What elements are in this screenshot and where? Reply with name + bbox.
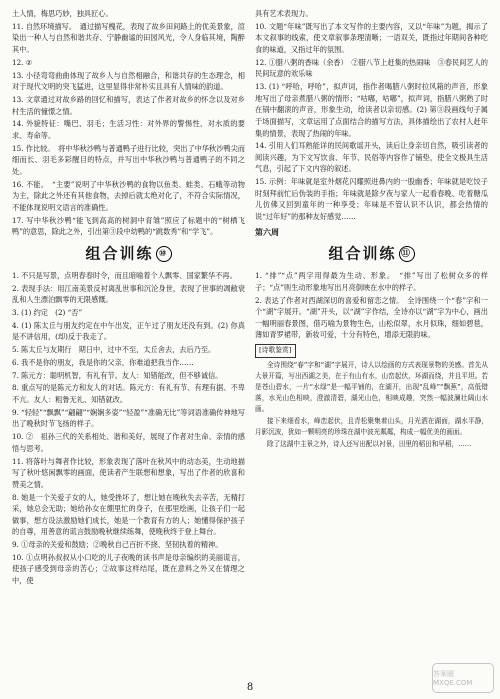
- answer-line: 9. “轻轻”“飘飘”“翩翩”“娴娴多姿”“轻盈”“准确无比”等词语准确传神地写出了晚秋时节飞扬的样子。: [12, 407, 245, 429]
- right-column: [255, 8, 488, 688]
- section-heading-10: [12, 246, 245, 262]
- answer-line: 12. ②: [12, 57, 33, 67]
- answer-line: 14. 引用人们耳熟能详的民间歌谣开头，读后让身亲切自然，吸引读者的阅读兴趣，为下文写饮食、年节、民俗等内容作了铺垫，使全文极具生活气息，引起了下文内容的叙述。: [255, 141, 488, 174]
- answer-line: 15. 作比较。 将中华秋沙鸭与普通鸭子进行比较，突出了中华秋沙鸭尖而细而长、羽毛多彩醒目的特点，并写出中华秋沙鸭与普通鸭子的不同之处。: [12, 143, 245, 176]
- poem-appreciation-tag: [诗歌鉴赏]: [255, 344, 296, 358]
- answer-line: 10. 文题“年味”既写出了本文写作的主要内容，又以“年味”为题，揭示了本文叙事的线索，使文章叙事条理清晰；一语双关，既指过年期间各种吃食的味道，又指过年的氛围。: [255, 21, 488, 54]
- answer-line: 13. (1) “呼哈，呼哈”，拟声词，指作者喝腊八粥时拉风箱的声音，形象地写出了母亲煮腊八粥的情形；“咕嘟，咕嘟”，拟声词，指腊八粥熟了时在锅中翻滚的声音，形象生动，给读者以亲切感。(2) 第③段画线句子属于场面描写，文章运用了点面结合的描写方法，具体描绘出了农村人赶年集的情景，表现了热闹的年味。: [255, 82, 488, 138]
- answer-line: 10. ② 祖孙三代的关系相处、谐和美好，展现了作者对生命、亲情的感悟与思考。: [12, 432, 245, 453]
- section-title: 组合训练: [328, 244, 397, 263]
- section-title: 组合训练: [85, 244, 154, 263]
- answer-line: 4. (1) 陈太丘与朋友约定在中午出发，正午过了朋友还没有到。(2) 你真是不讲信用，(却)反于我走了。: [12, 320, 245, 342]
- answer-line: 11. 自然环境描写。 通过描写槐花，表现了故乡田间路上的优美景象，渲染出一种人与自然和谐共存、宁静幽谧的田园风光，令人身临其境，陶醉其中。: [12, 21, 245, 54]
- answer-line: 10. ①点明孙叔叔从小口吃的儿子夜晚的读书声是母亲编织的美丽谎言，使孩子感受到母亲的苦心；②故事这样结尾，既在意料之外又在情理之中，使: [12, 552, 245, 586]
- week-heading: 第六周: [255, 227, 279, 237]
- answer-line: 3. (1) 约定 (2) “否”: [12, 307, 83, 317]
- page-number: 8: [246, 682, 254, 693]
- answer-line: 12. ①腊八粥的香味（余香） ②腊八节上赶集的热闹味 ③春民间艺人的民间玩意的欢乐味: [255, 57, 488, 79]
- answer-line: 2. 表达了作者对西湖深切的喜爱和留恋之情。 全诗围绕一个“春”字和一个“湖”字展开。“湖”开头，以“湖”字作结，全诗亦以“湖”字为中心，画出一幅明丽春景图，借巧喻为景物生色，山松似翠，水月似珠，细如碧毯，薄如青罗裙带，新妆可爱，十分有特色，增添无限韵味。: [255, 295, 488, 340]
- answer-line: 8. 重点写的是陈元方和友人的对话。陈元方：有礼有节、有理有据、不卑不亢。友人：粗鲁无礼、知错就改。: [12, 383, 245, 405]
- answer-line: 13. 小径弯弯曲曲体现了故乡人与自然相融合，和谐共存的生态理念，相对于现代文明的突飞猛进，这里显得非常朴实且具有人情味的韵道。: [12, 70, 245, 92]
- answer-line: 15. 示例：年味就是室外烟花闪耀照进鼻内的一股幽香；年味就是吃饺子时刻拜前忙后伪装的手指；年味就是除夕夜与家人一起看春晚、吃着糖瓜儿仿佛又回到童年的一种享受；年味是不管认识不认识，都会热情的说“过年好”的那种友好感觉……: [255, 177, 488, 222]
- appreciation-paragraph: 除了这湖中主景之外，诗人还写出配以衬景，田里的稻田和早稻，……: [267, 440, 472, 449]
- watermark-logo: 答案圈 MXQE.COM: [432, 663, 494, 693]
- answer-line: 具有艺术表现力。: [255, 9, 313, 18]
- answer-line: 1. “排”“点”两字用得最为生动、形象。 “排”写出了松树众多的样子；“点”则生动形象地写出月亮倒映在水中的样子。: [255, 271, 488, 292]
- answer-line: 13. 文章通过对故乡路的回忆和描写，表达了作者对故乡的怀念以及对乡村生活的憧憬之情。: [12, 94, 245, 116]
- page: [12, 8, 488, 688]
- answer-line: 17. 写中华秋沙鸭“能飞到高高的树洞中育雏”照应了标题中的“树栖飞鸭”的意思，除此之外，引出第③段中幼鸭的“跳数秀”和“学飞”。: [12, 215, 245, 237]
- answer-line: 11. 将落叶与舞者作比较，形象表现了落叶在秋风中的动态美，生动地描写了秋叶悠闲飘零的画面，使读者产生联想和想象，写出了作者的欣喜和赞美之情。: [12, 456, 245, 489]
- answer-line: 1. 不只是写景，点明春春时令，而且暗喻着个人飘零、国家繁华不再。: [12, 270, 237, 280]
- answer-line: 16. 不能。 “主要”说明了中华秋沙鸭的食物以鱼类、蛙类、石蛾等动物为主，除此之外还有其他食物，去掉后就太绝对化了，不符合实际情况，不能体现说明文语言的准确性。: [12, 179, 245, 212]
- section-number: ⑪: [399, 246, 415, 262]
- section-heading-11: [255, 246, 488, 262]
- answer-line: 土人情，梅思巧妙，独具匠心。: [12, 9, 113, 18]
- appreciation-paragraph: 接下来细看水，峰峦起伏，且青松聚集着山头，月光洒在湖面，湖水平静，月影沉波，犹如一颗明亮的珍珠在湖中波光粼粼，构成一幅优美的画面。: [255, 416, 488, 436]
- answer-line: 7. 陈元方：聪明机智，有礼有节。友人：知错能改，但不够诚信。: [12, 370, 223, 380]
- answer-line: 6. 我不是你的朋友，我是你的父亲，你难道把我当作……: [12, 357, 194, 367]
- answer-line: 9. ①母亲的关爱和鼓励；②晚秋自己百折不挠、坚韧执着的精神。: [12, 540, 223, 550]
- section-number: ⑩: [156, 246, 172, 262]
- answer-line: 14. 外貌特征：嘴巴、羽毛；生活习性：对外界的警惕性、对水质的要求、寿命等。: [12, 119, 245, 140]
- answer-line: 2. 表现手法：用江南美景反衬离乱世事和沉沦身世，表现了世事的凋敝衰乱和人生漂泊飘零的无限感慨。: [12, 283, 245, 305]
- appreciation-paragraph: 全诗围绕“春”字和“湖”字展开，诗人以绘画的方式表现景物的美感。首先从大景开篇，写出西湖之美，在于有山有水，山峦起伏，环湖而绕，并且平坦。若是苍山碧水，一片“水绿”是一幅平铺的，在湖开，出现“乱峰”“飘蕉”，高低错落，水光山色相映，澄澈清碧，湖光山色，相映成趣，突然一幅波澜壮阔山水画。: [255, 360, 488, 413]
- answer-line: 5. 陈太丘与友期行 期日中，过中不至，太丘舍去，去后乃至。: [12, 345, 216, 355]
- answer-line: 8. 她是一个关爱子女的人，她受挫坏了，想让她在晚秋失去辛苦，无精打采，她总会无助；她给孙女在绷里忙的身子，在那里绘画，让孩子们一起做事，想方设法激励她们成长，她是一个教育有方的人；她懂得保护孩子的自尊，用善意的谎言鼓励晚秋继续练舞，使晚秋终于登上舞台。: [12, 492, 245, 537]
- left-column: [12, 8, 245, 688]
